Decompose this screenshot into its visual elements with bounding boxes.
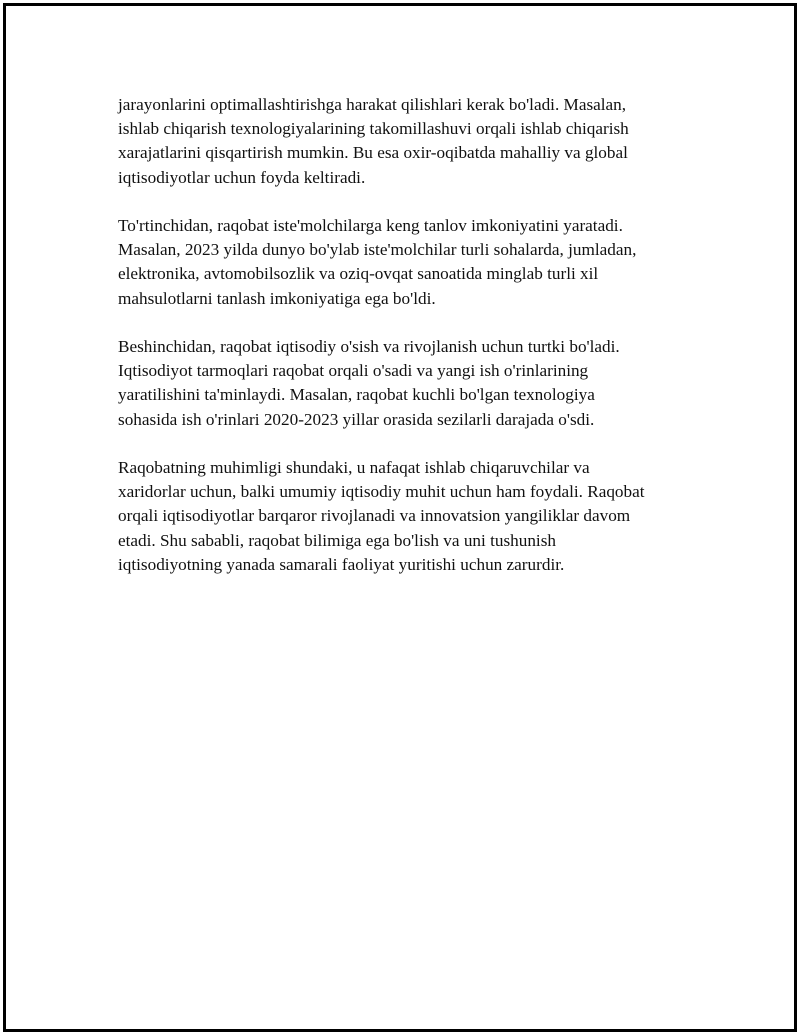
text-line: jarayonlarini optimallashtirishga harakat qilishlari kerak bo'ladi. Masalan, [118, 95, 627, 114]
text-line: Iqtisodiyot tarmoqlari raqobat orqali o'sadi va yangi ish o'rinlarining [118, 361, 589, 381]
text-line: sohasida ish o'rinlari 2020-2023 yillar orasida sezilarli darajada o'sdi. [118, 409, 595, 429]
text-line: etadi. Shu sababli, raqobat bilimiga ega bo'lish va uni tushunish [118, 530, 556, 550]
paragraph-4 [118, 456, 718, 577]
paragraph-2 [118, 214, 718, 311]
text-line: xarajatlarini qisqartirish mumkin. Bu esa oxir-oqibatda mahalliy va global [118, 143, 628, 163]
text-line: ishlab chiqarish texnologiyalarining takomillashuvi orqali ishlab chiqarish [118, 119, 629, 139]
text-line: elektronika, avtomobilsozlik va oziq-ovqat sanoatida minglab turli xil [118, 264, 599, 284]
text-line: Raqobatning muhimligi shundaki, u nafaqat ishlab chiqaruvchilar va [118, 458, 590, 477]
text-line: xaridorlar uchun, balki umumiy iqtisodiy muhit uchun ham foydali. Raqobat [118, 482, 645, 502]
text-line: Beshinchidan, raqobat iqtisodiy o'sish va rivojlanish uchun turtki bo'ladi. [118, 337, 620, 356]
paragraph-3 [118, 335, 718, 432]
text-line: Masalan, 2023 yilda dunyo bo'ylab iste'molchilar turli sohalarda, jumladan, [118, 240, 637, 260]
text-line: mahsulotlarni tanlash imkoniyatiga ega bo'ldi. [118, 288, 436, 308]
text-line: yaratilishini ta'minlaydi. Masalan, raqobat kuchli bo'lgan texnologiya [118, 385, 595, 405]
document-body [118, 93, 718, 601]
text-line: iqtisodiyotlar uchun foyda keltiradi. [118, 167, 366, 187]
text-line: To'rtinchidan, raqobat iste'molchilarga keng tanlov imkoniyatini yaratadi. [118, 216, 623, 235]
text-line: orqali iqtisodiyotlar barqaror rivojlanadi va innovatsion yangiliklar davom [118, 506, 631, 526]
paragraph-1 [118, 93, 718, 190]
text-line: iqtisodiyotning yanada samarali faoliyat yuritishi uchun zarurdir. [118, 554, 565, 574]
